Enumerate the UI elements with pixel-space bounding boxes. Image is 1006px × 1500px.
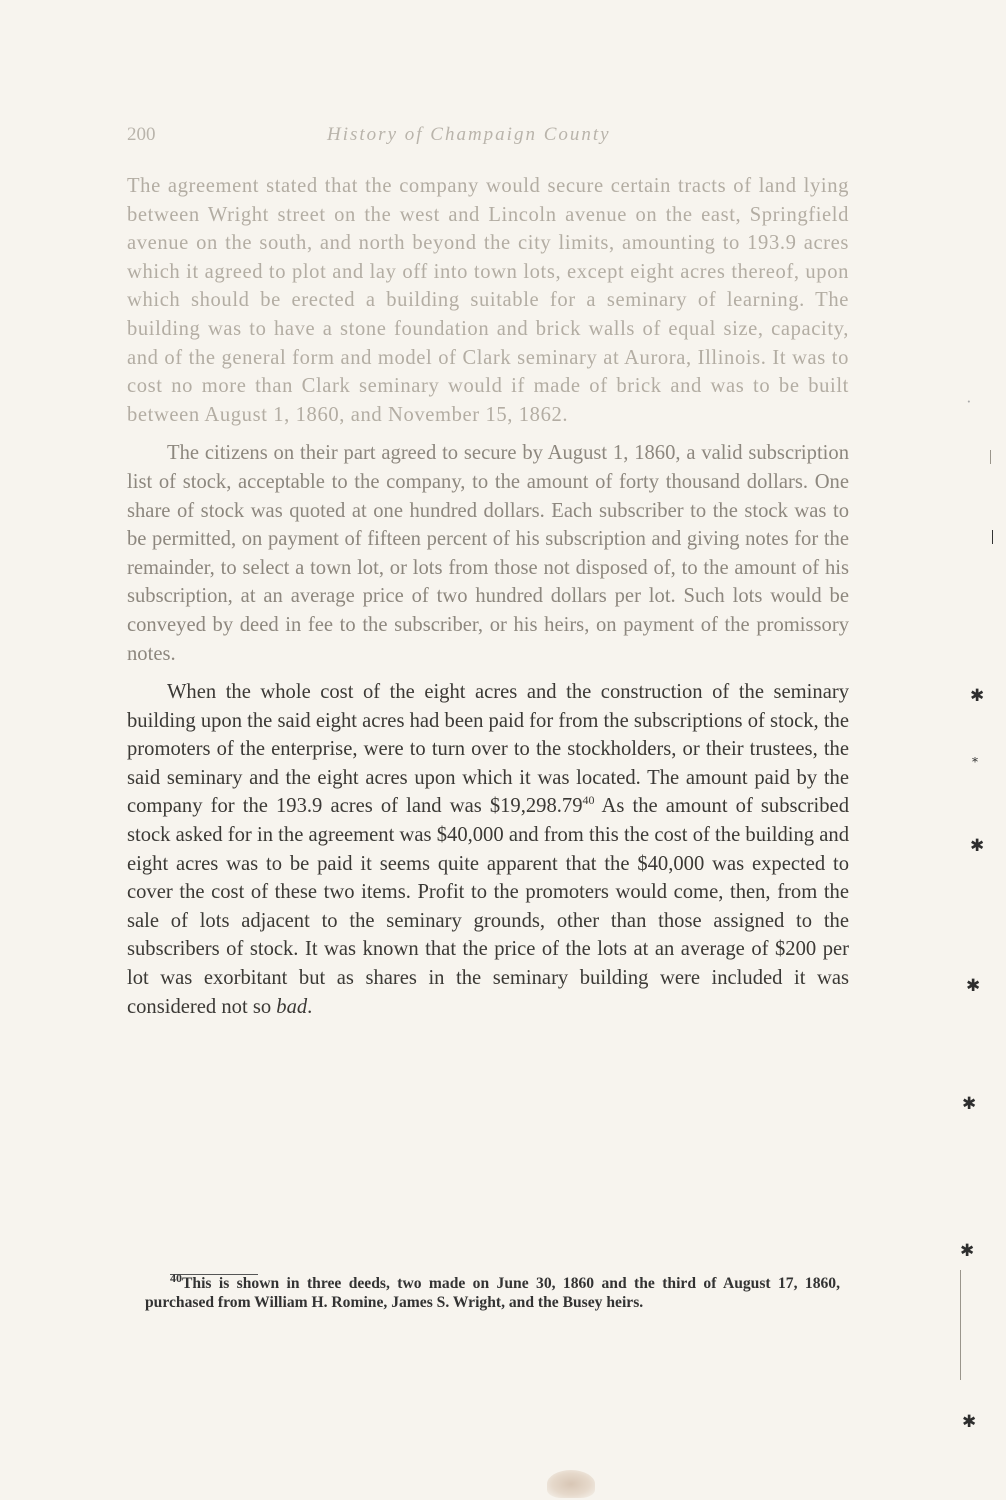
page-number: 200 xyxy=(127,124,156,145)
page-stain xyxy=(547,1470,595,1498)
footnote-reference: 40 xyxy=(582,793,595,808)
paragraph-cost xyxy=(127,678,849,1021)
paragraph-agreement: The agreement stated that the company would secure certain tracts of land lying between Wright street on the west and Lincoln avenue on the east, Springfield avenue on the south, and north beyond the city limits, amounting to 193.9 acres which it agreed to plot and lay off into town lots, except eight acres thereof, upon which should be erected a building suitable for a seminary of learning. The building was to have a stone foundation and brick walls of equal size, capacity, and of the general form and model of Clark seminary at Aurora, Illinois. It was to cost no more than Clark seminary would if made of brick and was to be built between August 1, 1860, and November 15, 1862. xyxy=(127,175,849,426)
paragraph-cost-text-continued: As the amount of subscribed stock asked for in the agreement was $40,000 and from this the cost of the building and eight acres was to be paid it seems quite apparent that the $40,000 was expected to cover the cost of these two items. Profit to the promoters would come, then, from the sale of lots adjacent to the seminary grounds, other than those assigned to the subscribers of stock. It was known that the price of the lots at an average of $200 per lot was exorbitant but as shares in the seminary building were included it was considered not so xyxy=(127,795,849,1018)
footnote-body: This is shown in three deeds, two made on June 30, 1860 and the third of August 17, 1860, purchased from William H. Romine, James S. Wright, and the Busey heirs. xyxy=(145,1275,840,1311)
scan-speck-mark: ⁎ xyxy=(972,751,978,765)
scan-speck-mark: ✱ xyxy=(970,686,985,705)
scan-edge-mark xyxy=(992,530,993,544)
footnote xyxy=(145,1270,840,1312)
body-text xyxy=(127,172,849,1031)
scan-speck-mark: ✱ xyxy=(960,1241,975,1260)
scan-speck-mark: ✱ xyxy=(962,1412,977,1431)
running-title: History of Champaign County xyxy=(327,124,611,145)
scan-speck-mark: ✱ xyxy=(962,1094,977,1113)
italic-word: bad xyxy=(276,995,308,1018)
footnote-text xyxy=(145,1270,840,1312)
page-header xyxy=(127,124,847,154)
scan-speck-mark: · xyxy=(966,392,972,411)
paragraph-cost-text: When the whole cost of the eight acres and the construction of the seminary building upon the said eight acres had been paid for from the subscriptions of stock, the promoters of the enterprise, were to turn over to the stockholders, or their trustees, the said seminary and the eight acres upon which it was located. The amount paid by the company for the 193.9 acres of land was $19,298.79 xyxy=(127,681,849,818)
scan-speck-mark: ✱ xyxy=(966,976,981,995)
footnote-number: 40 xyxy=(170,1270,182,1285)
scan-speck-mark: ✱ xyxy=(970,836,985,855)
paragraph-citizens: The citizens on their part agreed to secure by August 1, 1860, a valid subscription list of stock, acceptable to the company, to the amount of forty thousand dollars. One share of stock was quoted at one hundred dollars. Each subscriber to the stock was to be permitted, on payment of fifteen percent of his subscription and giving notes for the remainder, to select a town lot, or lots from those not disposed of, to the amount of his subscription, at an average price of two hundred dollars per lot. Such lots would be conveyed by deed in fee to the subscriber, or his heirs, on payment of the promissory notes. xyxy=(127,442,849,665)
scan-edge-line xyxy=(960,1270,961,1380)
scan-edge-mark xyxy=(990,450,991,464)
closing-period: . xyxy=(307,995,313,1018)
